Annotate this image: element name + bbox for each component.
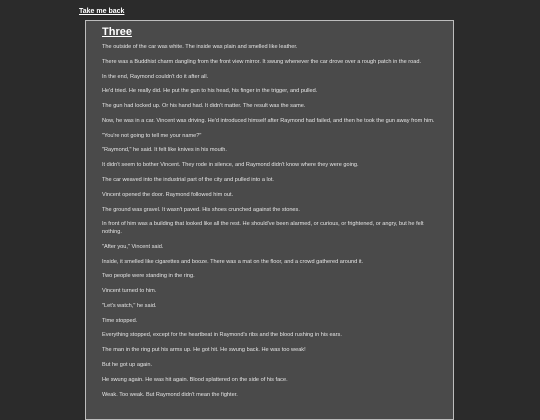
story-paragraph: He'd tried. He really did. He put the gun to his head, his finger in the trigger, and pulled.	[102, 88, 318, 95]
story-paragraph: Time stopped.	[102, 317, 138, 324]
story-paragraph: Now, he was in a car. Vincent was driving. He'd introduced himself after Raymond had failed, and then he took the gun away from him.	[102, 117, 435, 124]
story-paragraph: Everything stopped, except for the heartbeat in Raymond's ribs and the blood rushing in his ears.	[102, 332, 342, 339]
story-paragraph: The ground was gravel. It wasn't paved. His shoes crunched against the stones.	[102, 206, 300, 213]
story-paragraph: In front of him was a building that looked like all the rest. He should've been alarmed, or curious, or frightened, or angry, but he felt nothing.	[102, 221, 424, 235]
story-paragraph: But he got up again.	[102, 362, 153, 368]
chapter-title: Three	[102, 26, 132, 38]
story-paragraph: Two people were standing in the ring.	[102, 273, 195, 280]
story-paragraph: The outside of the car was white. The inside was plain and smelled like leather.	[102, 44, 298, 50]
story-paragraph: The car weaved into the industrial part of the city and pulled into a lot.	[102, 177, 274, 184]
story-paragraph: Weak. Too weak. But Raymond didn't mean the fighter.	[102, 391, 238, 398]
story-paragraph: Vincent turned to him.	[102, 288, 157, 295]
story-paragraph: In the end, Raymond couldn't do it after all.	[102, 73, 209, 80]
story-paragraph: Vincent opened the door. Raymond followed him out.	[102, 191, 234, 198]
story-paragraph: He swung again. He was hit again. Blood splattered on the side of his face.	[102, 376, 288, 383]
story-paragraph: The man in the ring put his arms up. He got hit. He swung back. He was too weak!	[102, 347, 306, 354]
story-paragraph: There was a Buddhist charm dangling from the front view mirror. It swung whenever the car drove over a rough patch in the road.	[102, 58, 422, 65]
story-paragraph: "You're not going to tell me your name?"	[102, 132, 202, 139]
story-paragraph: "After you," Vincent said.	[102, 243, 164, 250]
chapter-panel	[85, 20, 454, 420]
story-paragraph: "Let's watch," he said.	[102, 302, 157, 309]
story-paragraph: "Raymond," he said. It felt like knives in his mouth.	[102, 147, 227, 154]
story-paragraph: The gun had locked up. Or his hand had. It didn't matter. The result was the same.	[102, 103, 306, 110]
story-paragraph: Inside, it smelled like cigarettes and booze. There was a mat on the floor, and a crowd gathered around it.	[102, 258, 364, 265]
story-body	[102, 44, 442, 406]
story-paragraph: It didn't seem to bother Vincent. They rode in silence, and Raymond didn't know where they were going.	[102, 162, 359, 169]
take-me-back-link[interactable]: Take me back	[79, 8, 125, 15]
